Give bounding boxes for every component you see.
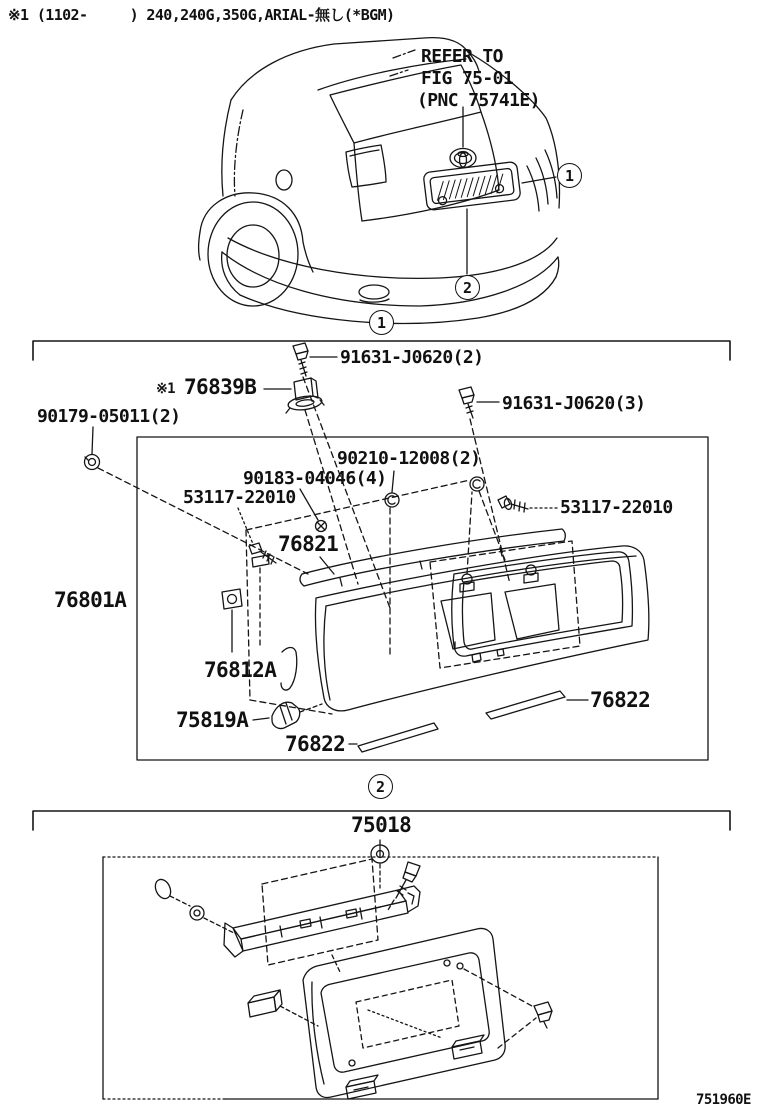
- part-label-76812a: 76812A: [204, 658, 277, 682]
- figure-code: 751960E: [696, 1092, 751, 1108]
- nut-icon: [85, 427, 100, 470]
- screw-icon: [300, 489, 327, 532]
- part-note-prefix: ※1: [156, 381, 175, 397]
- part-label-90179-05011: 90179-05011(2): [37, 406, 181, 427]
- toyota-emblem-icon: [450, 149, 476, 168]
- plate-retainer-bar-icon: [224, 859, 420, 972]
- molding-strip-icon: [300, 529, 565, 586]
- bolt-icon: [388, 862, 420, 910]
- bolt-icon: [459, 387, 499, 418]
- part-label-75819a: 75819A: [176, 708, 249, 732]
- part-label-90183-04046: 90183-04046(4): [243, 468, 387, 489]
- screw-icon: [498, 496, 557, 512]
- part-label-53117-left: 53117-22010: [183, 487, 296, 508]
- oring-icon: [152, 877, 190, 906]
- part-label-76801a: 76801A: [54, 588, 127, 612]
- refer-note-line1: REFER TO: [421, 46, 503, 67]
- part-label-53117-right: 53117-22010: [560, 497, 673, 518]
- section2-detail-box: [103, 857, 658, 1099]
- refer-note-line2: FIG 75-01: [421, 68, 514, 89]
- car-garnish-icon: [423, 161, 521, 210]
- part-label-91631-j0620-3: 91631-J0620(3): [502, 393, 646, 414]
- section2-callout: 2: [368, 774, 393, 799]
- grommet-icon: [470, 477, 484, 491]
- header-note: ※1 (1102- ) 240,240G,350G,ARIAL-無し(*BGM): [8, 6, 395, 24]
- part-label-91631-j0620-2: 91631-J0620(2): [340, 347, 484, 368]
- refer-note-line3: (PNC 75741E): [417, 90, 540, 111]
- garnish-panel-icon: [315, 546, 651, 712]
- part-label-76839b: 76839B: [184, 375, 257, 399]
- section1-callout: 1: [369, 310, 394, 335]
- part-label-76822-right: 76822: [590, 688, 651, 712]
- part-label-76821: 76821: [278, 532, 339, 556]
- grommet-icon: [385, 471, 399, 507]
- part-label-90210-12008: 90210-12008(2): [337, 448, 481, 469]
- car-callout-1: 1: [557, 163, 582, 188]
- nut-icon: [190, 906, 236, 934]
- part-label-76822-bottom: 76822: [285, 732, 346, 756]
- section2-artwork: [33, 811, 730, 1099]
- car-callout-2: 2: [455, 275, 480, 300]
- clip-icon: [248, 990, 318, 1026]
- exhaust-tip-icon: [359, 285, 389, 299]
- clip-icon: [253, 702, 322, 728]
- license-plate-frame-icon: [303, 928, 505, 1097]
- bolt-icon: [293, 343, 337, 376]
- part-label-75018: 75018: [351, 813, 412, 837]
